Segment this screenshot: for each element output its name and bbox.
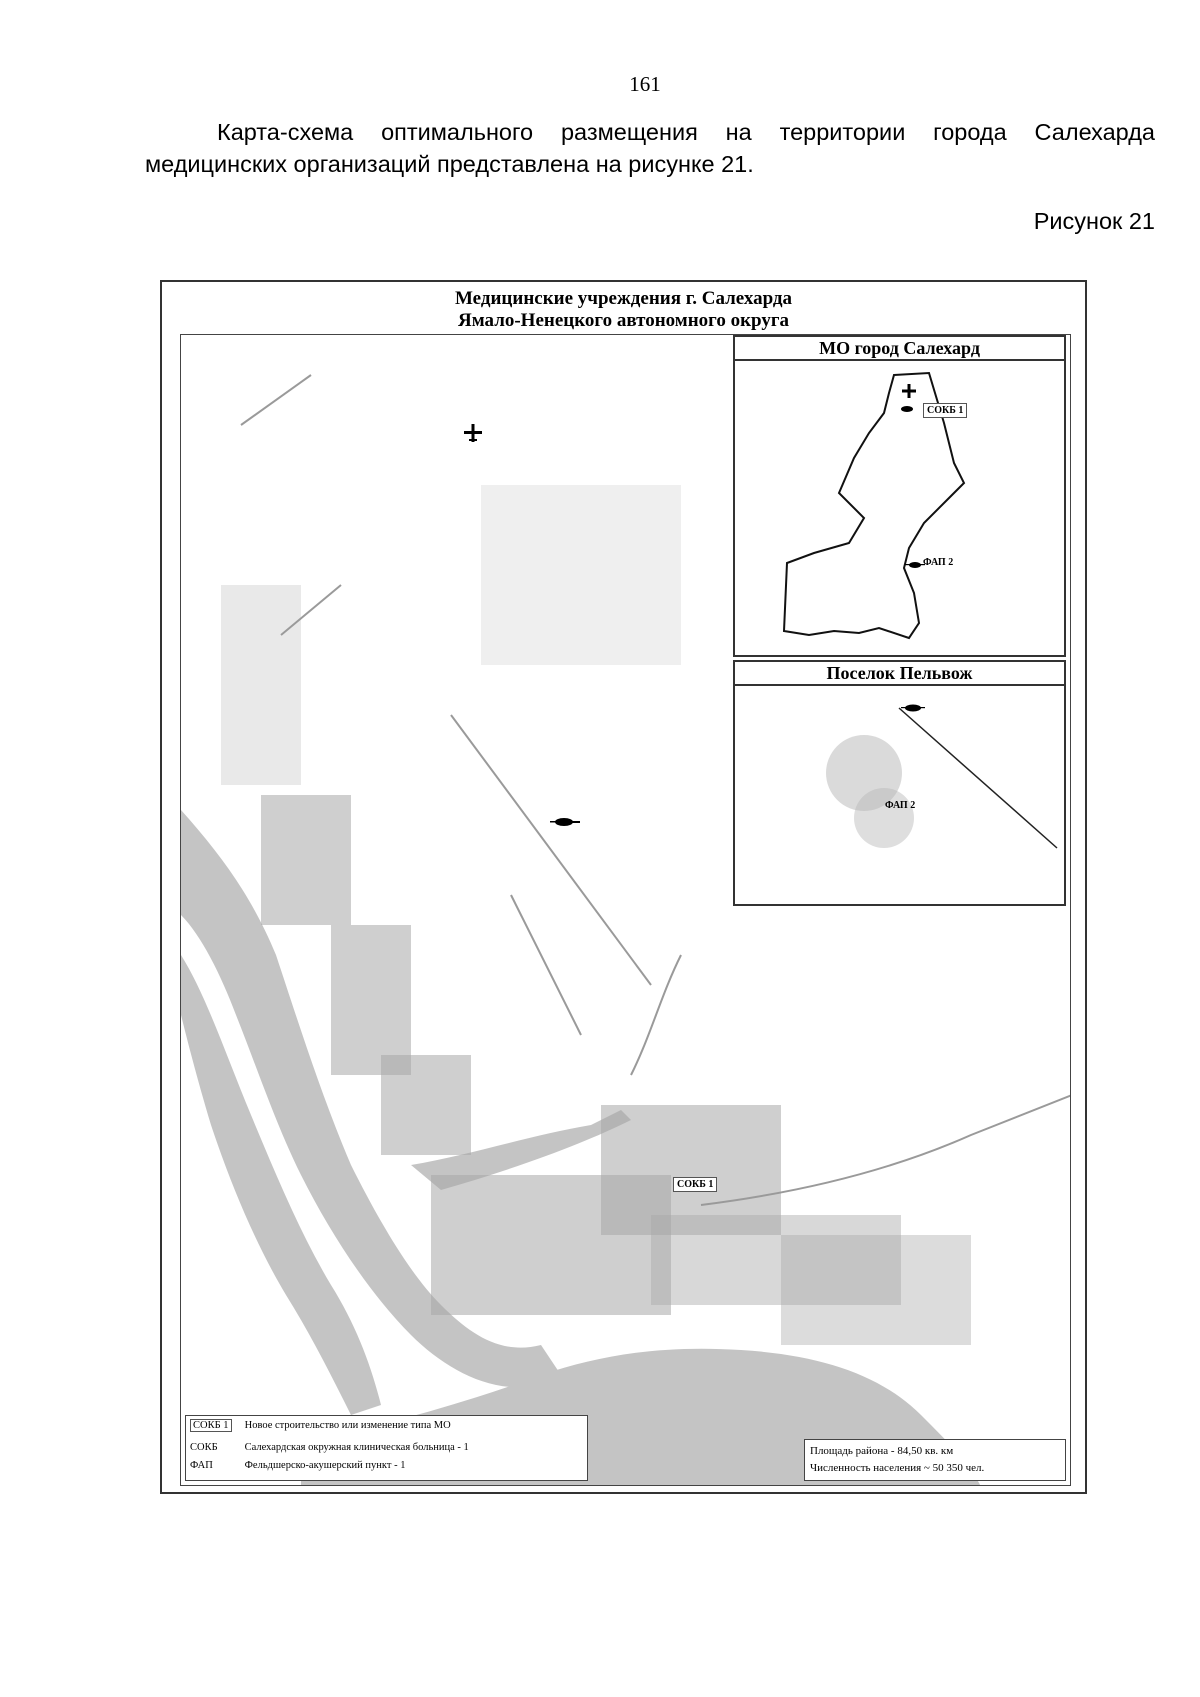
city-map — [180, 334, 1071, 1486]
helicopter-icon — [550, 818, 580, 826]
mo-helicopter-icon-2 — [905, 562, 925, 568]
stats-area: Площадь района - 84,50 кв. км — [810, 1445, 954, 1457]
mo-airplane-icon — [902, 384, 916, 398]
pelvozh-map — [739, 688, 1061, 902]
stats-population: Численность населения ~ 50 350 чел. — [810, 1462, 985, 1474]
map-stats — [804, 1439, 1066, 1481]
inset-mo-salekhard — [733, 335, 1066, 657]
legend-row-new — [190, 1420, 451, 1431]
map-title-line2: Ямало-Ненецкого автономного округа — [458, 310, 789, 331]
legend-row-sokb — [190, 1442, 469, 1453]
legend-row-fap — [190, 1460, 405, 1471]
mo-sokb-label: СОКБ 1 — [923, 403, 967, 418]
map-title-line1: Медицинские учреждения г. Салехарда — [455, 288, 792, 309]
legend-code-sokb: СОКБ — [190, 1442, 218, 1453]
mo-fap-label: ФАП 2 — [923, 557, 954, 568]
legend-code-fap: ФАП — [190, 1460, 213, 1471]
map-legend — [185, 1415, 588, 1481]
mo-helicopter-icon-1 — [901, 406, 913, 412]
inset-mo-title: МО город Салехард — [735, 337, 1064, 361]
legend-text-sokb: Салехардская окружная клиническая больница - 1 — [244, 1442, 469, 1453]
legend-text-new: Новое строительство или изменение типа МО — [244, 1420, 451, 1431]
mo-boundary-map — [739, 363, 1059, 653]
airplane-icon — [464, 424, 482, 442]
legend-text-fap: Фельдшерско-акушерский пункт - 1 — [244, 1460, 406, 1471]
map-figure — [160, 280, 1087, 1494]
figure-caption: Рисунок 21 — [1033, 208, 1155, 234]
pelvozh-fap-label: ФАП 2 — [885, 800, 916, 811]
pelvozh-settlement — [826, 735, 914, 848]
map-title — [162, 288, 1085, 332]
inset-pelvozh-title: Поселок Пельвож — [735, 662, 1064, 686]
sokb-main-label: СОКБ 1 — [673, 1177, 717, 1192]
inset-pelvozh — [733, 660, 1066, 906]
intro-paragraph: Карта-схема оптимального размещения на территории города Салехарда медицинских организаций представлена на рисунке 21. — [145, 119, 1155, 177]
pelvozh-helicopter-icon — [901, 705, 925, 712]
pelvozh-road — [899, 708, 1057, 848]
legend-code-new: СОКБ 1 — [190, 1419, 232, 1432]
page-number: 161 — [629, 72, 661, 96]
